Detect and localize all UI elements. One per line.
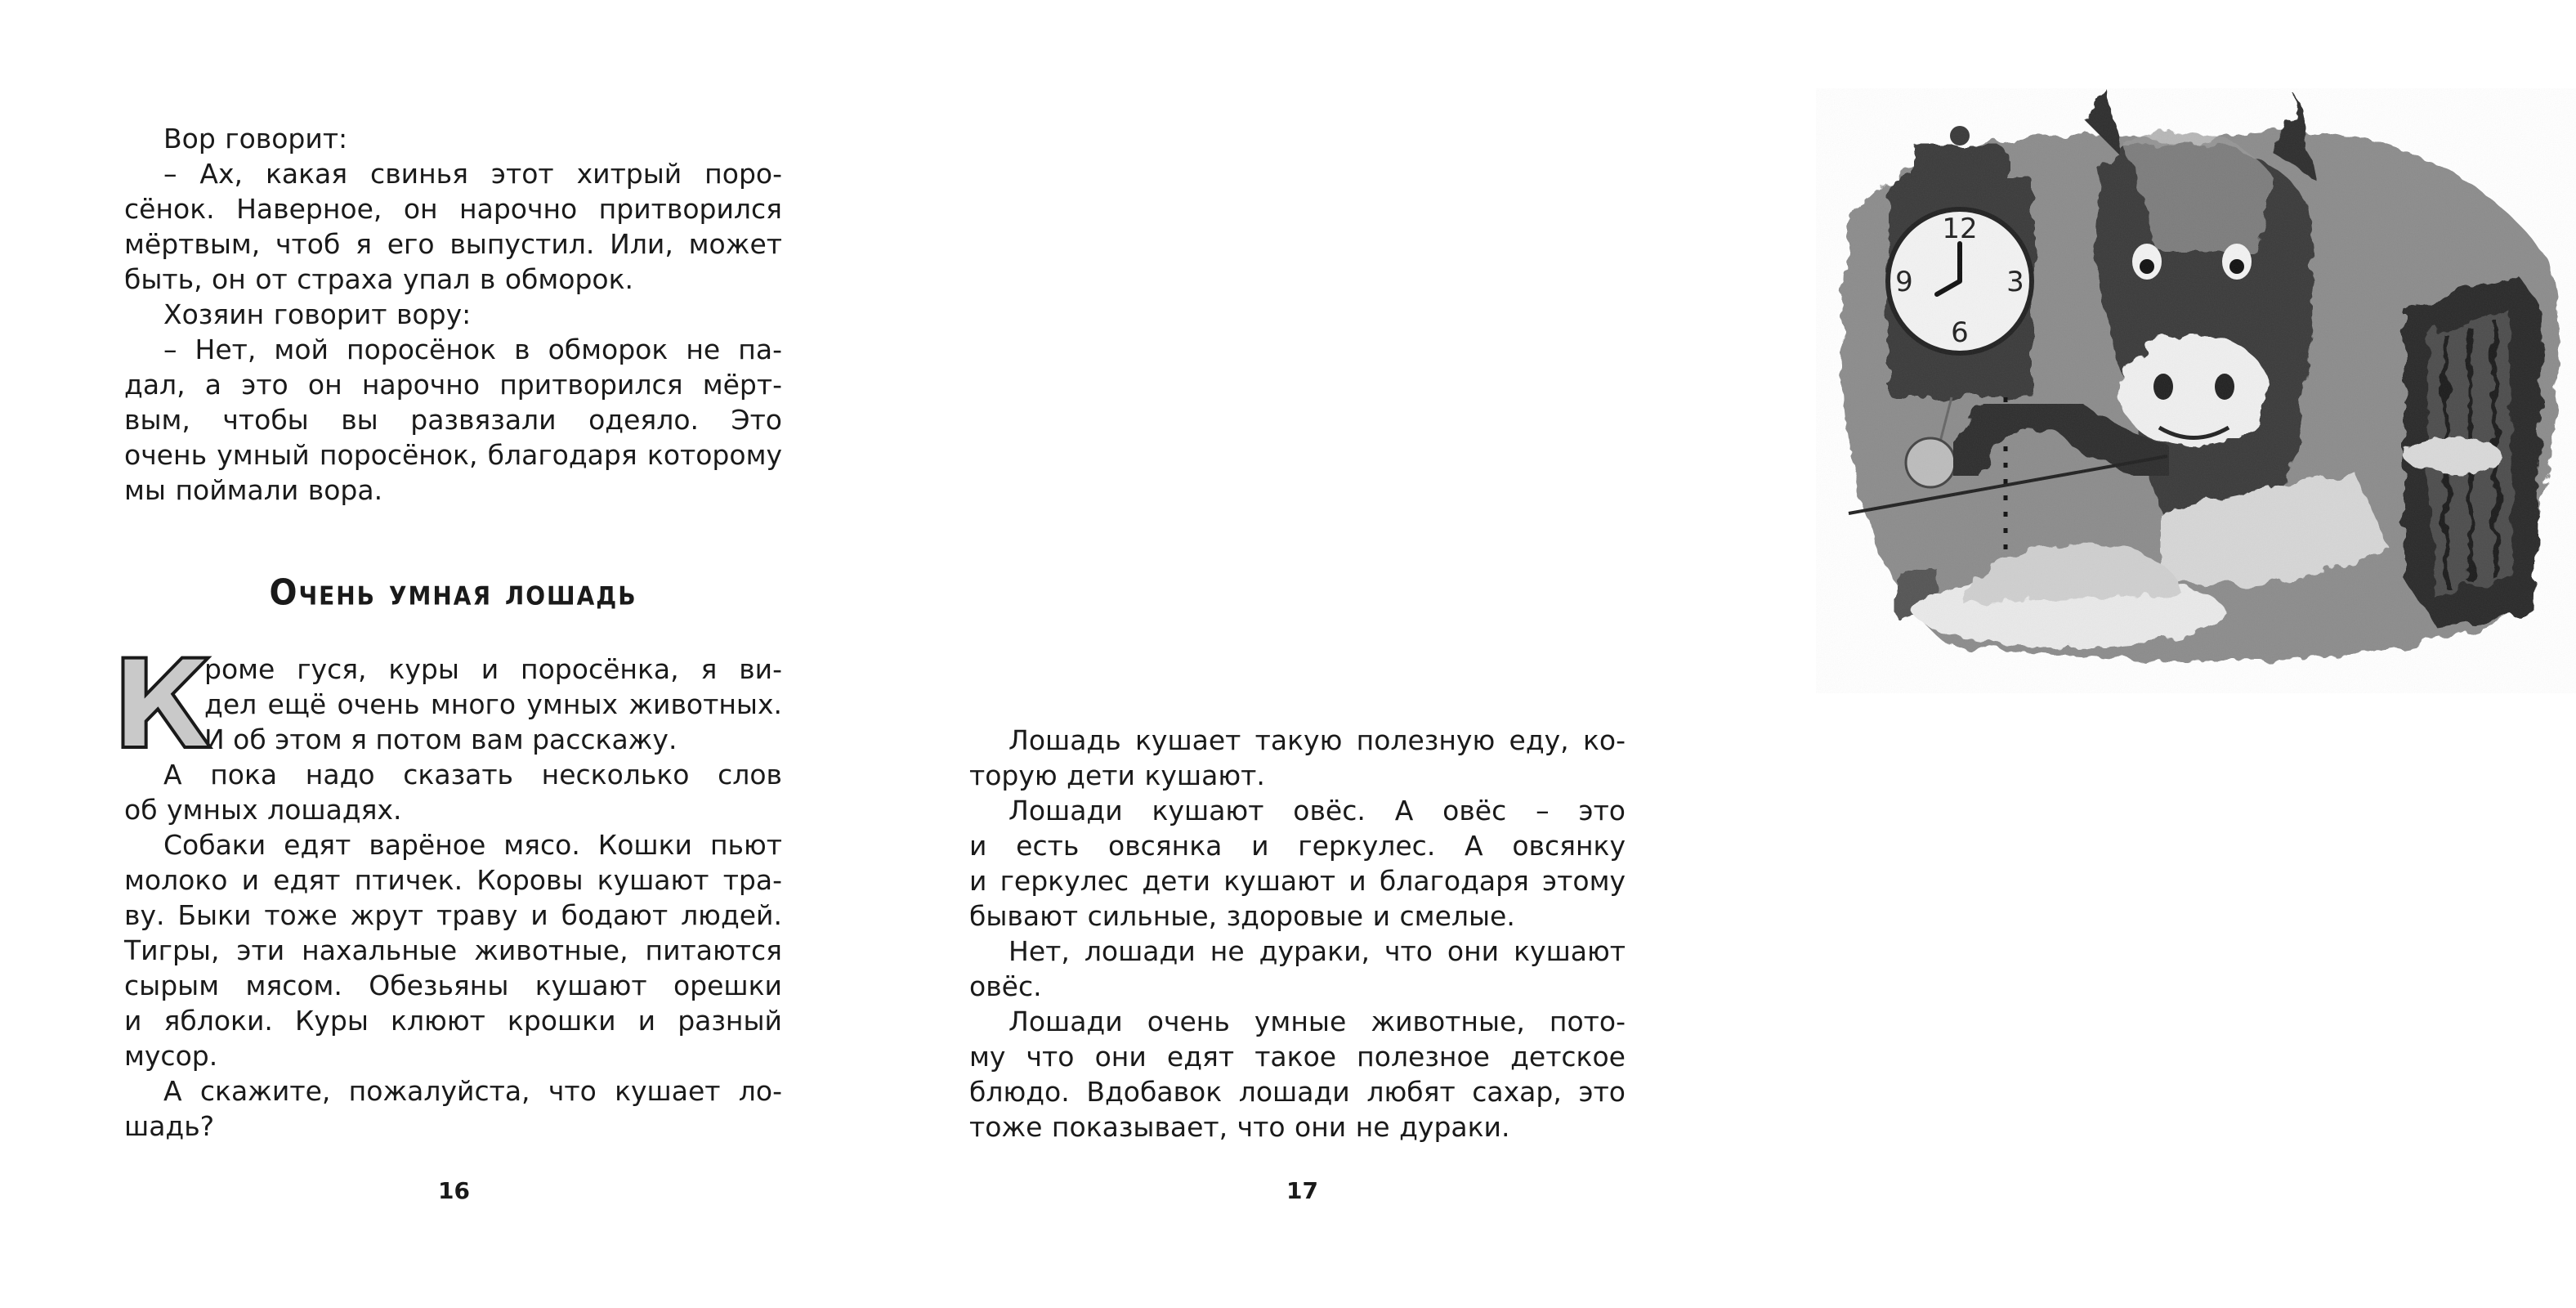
text-line: шадь? <box>124 1110 215 1142</box>
text-line: бывают сильные, здоровые и смелые. <box>969 900 1515 932</box>
page-number-left: 16 <box>438 1177 470 1204</box>
left-page <box>0 0 871 1308</box>
text-line: мёртвым, чтоб я его выпустил. Или, может <box>124 228 782 260</box>
chapter-body-text <box>124 757 782 1144</box>
text-line: И об этом я потом вам расскажу. <box>204 723 678 755</box>
text-line: – Нет, мой поросёнок в обморок не па- <box>163 334 782 365</box>
text-line: об умных лошадях. <box>124 794 402 826</box>
right-page <box>871 0 2024 1308</box>
paragraph <box>969 934 1626 1004</box>
text-line: и есть овсянка и геркулес. А овсянку <box>969 830 1626 862</box>
text-line: и геркулес дети кушают и благодаря этому <box>969 865 1626 897</box>
paragraph <box>124 332 782 508</box>
paragraph <box>969 723 1626 793</box>
text-line: Вор говорит: <box>163 123 348 155</box>
paragraph <box>124 1073 782 1144</box>
horse-illustration <box>1816 88 2576 693</box>
text-line: А скажите, пожалуйста, что кушает ло- <box>163 1075 782 1107</box>
horse-diet-text <box>969 723 1626 1144</box>
paragraph <box>124 156 782 297</box>
text-line: Собаки едят варёное мясо. Кошки пьют <box>163 829 782 861</box>
text-line: и яблоки. Куры клюют крошки и разный <box>124 1005 782 1037</box>
dropcap-letter <box>111 634 212 777</box>
text-line: роме гуся, куры и поросёнка, я ви- <box>204 653 782 685</box>
paragraph <box>969 793 1626 934</box>
paragraph <box>124 121 782 156</box>
text-line: мусор. <box>124 1040 218 1072</box>
page-number-right: 17 <box>1286 1177 1318 1204</box>
text-line: вым, чтобы вы развязали одеяло. Это <box>124 404 782 436</box>
text-line: очень умный поросёнок, благодаря которому <box>124 439 782 471</box>
text-line: мы поймали вора. <box>124 474 383 506</box>
text-line: сырым мясом. Обезьяны кушают орешки <box>124 970 782 1001</box>
paragraph <box>969 1004 1626 1144</box>
text-line: сёнок. Наверное, он нарочно притворился <box>124 193 782 225</box>
text-line: тоже показывает, что они не дураки. <box>969 1111 1510 1143</box>
clock-number-3: 3 <box>2006 266 2024 298</box>
clock-number-6: 6 <box>1951 316 1969 349</box>
text-line: Нет, лошади не дураки, что они кушают <box>1008 935 1626 967</box>
chapter-title: Очень умная лошадь <box>269 571 637 614</box>
text-line: ву. Быки тоже жрут траву и бодают людей. <box>124 899 782 931</box>
clock-number-9: 9 <box>1895 266 1913 298</box>
text-line: торую дети кушают. <box>969 759 1265 791</box>
story-ending-text <box>124 121 782 508</box>
paragraph <box>124 297 782 332</box>
paragraph <box>124 827 782 1073</box>
paragraph <box>124 757 782 827</box>
dropcap-glyph: К <box>111 634 212 777</box>
text-line: молоко и едят птичек. Коровы кушают тра- <box>124 864 782 896</box>
text-line: дал, а это он нарочно притворился мёрт- <box>124 369 782 401</box>
clock-number-12: 12 <box>1942 213 1978 245</box>
text-line: овёс. <box>969 970 1042 1002</box>
text-line: быть, он от страха упал в обморок. <box>124 263 634 295</box>
text-line: дел ещё очень много умных животных. <box>204 688 782 720</box>
text-line: А пока надо сказать несколько слов <box>163 759 782 791</box>
text-line: Тигры, эти нахальные животные, питаются <box>124 934 782 966</box>
text-line: Лошади очень умные животные, пото- <box>1008 1006 1626 1037</box>
text-line: блюдо. Вдобавок лошади любят сахар, это <box>969 1076 1626 1108</box>
text-line: – Ах, какая свинья этот хитрый поро- <box>163 158 782 190</box>
text-line: Хозяин говорит вору: <box>163 298 472 330</box>
first-paragraph <box>204 652 782 757</box>
text-line: Лошади кушают овёс. А овёс – это <box>1008 795 1626 826</box>
text-line: му что они едят такое полезное детское <box>969 1041 1626 1073</box>
text-line: Лошадь кушает такую полезную еду, ко- <box>1008 724 1626 756</box>
